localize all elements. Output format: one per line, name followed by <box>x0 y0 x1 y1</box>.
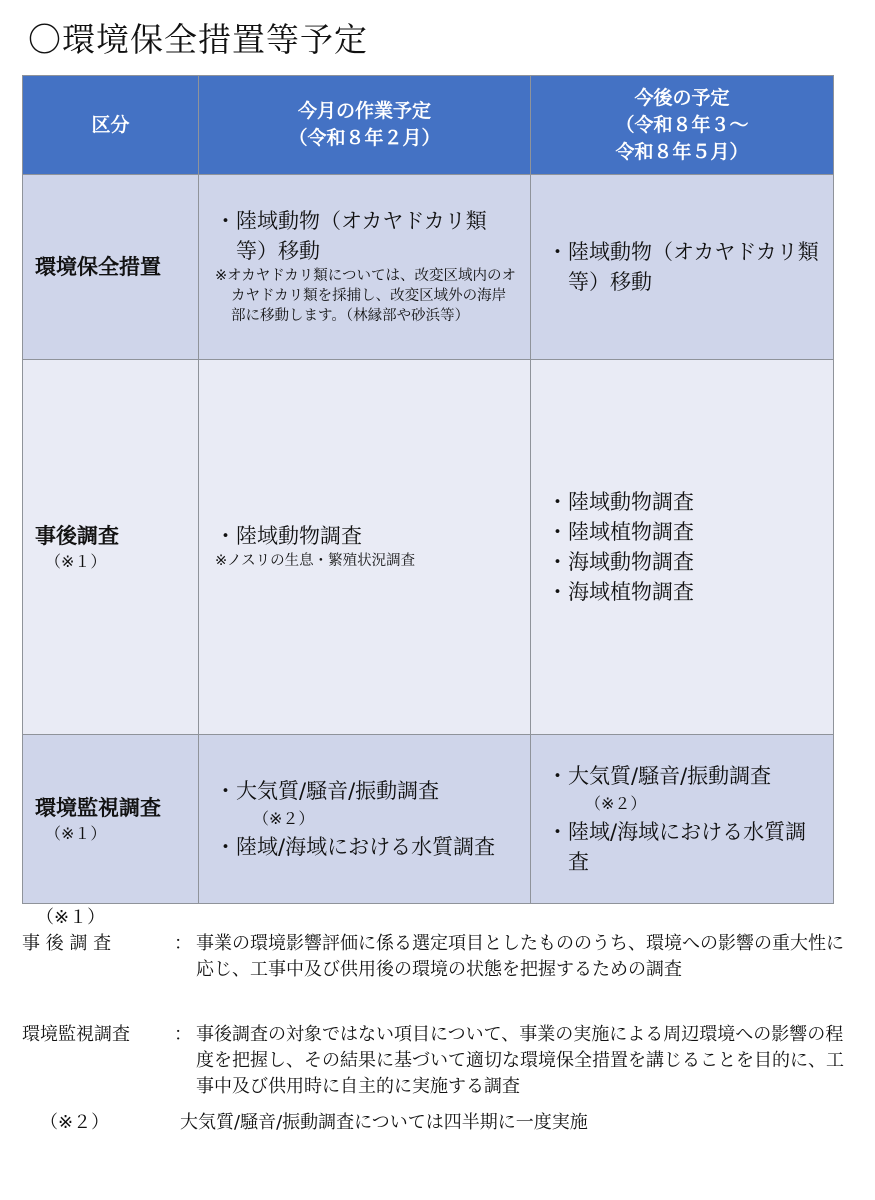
header-future <box>531 76 834 175</box>
header-line: （令和８年３～ <box>615 113 749 136</box>
header-line: 今後の予定 <box>634 86 730 109</box>
footnote-description: 事後調査の対象ではない項目について、事業の実施による周辺環境への影響の程度を把握し、その結果に基づいて適切な環境保全措置を講じることを目的に、工事中及び供用時に自主的に実施する調査 <box>196 1024 844 1097</box>
plan-note: ※オカヤドカリ類については、改変区域内のオカヤドカリ類を採捕し、改変区域外の海岸部に移動します。（林縁部や砂浜等） <box>215 268 516 324</box>
header-line: 今月の作業予定 <box>297 100 431 122</box>
footnote-separator: ： <box>174 933 192 954</box>
category-cell <box>23 735 199 904</box>
plan-bullet: ・陸域動物（オカヤドカリ類等）移動 <box>547 240 819 294</box>
footnote-2-description: 大気質/騒音/振動調査については四半期に一度実施 <box>180 1112 588 1133</box>
category-note: （※１） <box>45 824 107 843</box>
table-row <box>23 735 834 904</box>
plan-bullet: ・海域動物調査 <box>547 550 694 574</box>
footnote-item <box>22 1022 850 1100</box>
footnote-term: 環境監視調査 <box>22 1024 130 1045</box>
current-plan-cell <box>199 360 531 735</box>
footnote-mark-1: （※１） <box>36 907 106 928</box>
header-line: 区分 <box>91 113 130 136</box>
current-plan-cell <box>199 175 531 360</box>
future-plan-cell <box>531 360 834 735</box>
plan-subnote: （※２） <box>585 794 647 813</box>
category-name: 環境監視調査 <box>35 796 161 820</box>
plan-bullet: ・大気質/騒音/振動調査 <box>215 779 440 803</box>
plan-bullet: ・陸域植物調査 <box>547 520 694 544</box>
header-current-month <box>199 76 531 175</box>
plan-bullet: ・陸域動物調査 <box>215 524 362 548</box>
footnote-description: 事業の環境影響評価に係る選定項目としたもののうち、環境への影響の重大性に応じ、工事中及び供用後の環境の状態を把握するための調査 <box>196 933 844 980</box>
current-plan-cell <box>199 735 531 904</box>
plan-bullet: ・海域植物調査 <box>547 580 694 604</box>
category-name: 事後調査 <box>35 524 119 548</box>
plan-bullet: ・陸域動物（オカヤドカリ類等）移動 <box>215 209 487 263</box>
category-cell <box>23 175 199 360</box>
schedule-table <box>22 75 834 904</box>
table-row <box>23 175 834 360</box>
header-category <box>23 76 199 175</box>
plan-subnote: （※２） <box>253 809 315 828</box>
footnote-item <box>22 931 850 983</box>
plan-bullet: ・陸域/海域における水質調査 <box>547 820 807 874</box>
footnote-2 <box>40 1110 588 1136</box>
plan-note: ※ノスリの生息・繁殖状況調査 <box>215 553 416 569</box>
footnote-mark-2: （※２） <box>40 1112 110 1133</box>
category-name: 環境保全措置 <box>35 255 161 279</box>
plan-bullet: ・大気質/騒音/振動調査 <box>547 764 772 788</box>
page-title: 〇環境保全措置等予定 <box>28 20 368 59</box>
category-cell <box>23 360 199 735</box>
future-plan-cell <box>531 735 834 904</box>
footnote-separator: ： <box>174 1024 192 1045</box>
footnote-term: 事 後 調 査 <box>22 933 112 954</box>
header-line: 令和８年５月） <box>615 140 749 163</box>
plan-bullet: ・陸域動物調査 <box>547 490 694 514</box>
table-header-row <box>23 76 834 175</box>
plan-bullet: ・陸域/海域における水質調査 <box>215 835 496 859</box>
header-line: （令和８年２月） <box>288 127 441 149</box>
table-row <box>23 360 834 735</box>
category-note: （※１） <box>45 552 107 571</box>
future-plan-cell <box>531 175 834 360</box>
